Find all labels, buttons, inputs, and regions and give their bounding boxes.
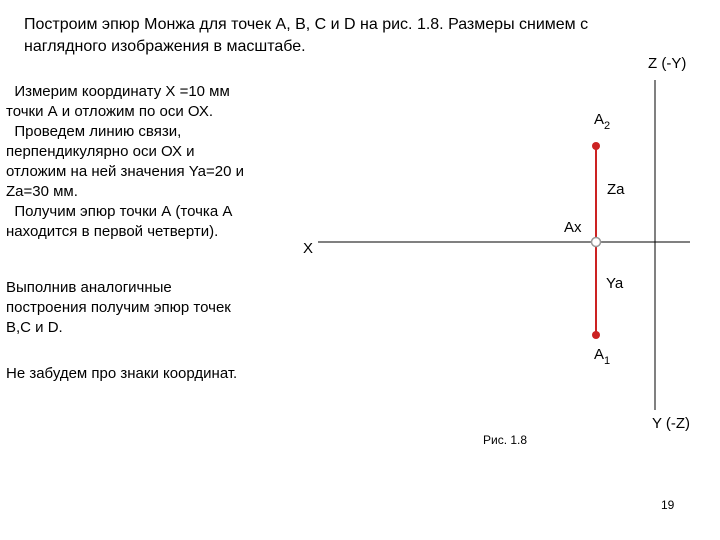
label-a1-base: A (594, 346, 605, 363)
point-a2 (592, 142, 600, 150)
text-line: Za=30 мм. (6, 183, 78, 200)
label-a2-sub: 2 (604, 120, 611, 132)
text-line: построения получим эпюр точек (6, 299, 231, 316)
text-line: В,С и D. (6, 319, 63, 336)
figure-caption: Рис. 1.8 (483, 433, 528, 447)
label-a1-sub: 1 (604, 355, 611, 367)
text-line: отложим на ней значения Ya=20 и (6, 163, 245, 180)
heading-line-1: Построим эпюр Монжа для точек А, В, С и D на рис. 1.8. Размеры снимем с (24, 16, 589, 33)
label-za: Za (607, 181, 625, 198)
label-ya: Ya (606, 275, 624, 292)
label-a2 (594, 111, 610, 132)
point-ax-marker (592, 238, 601, 247)
text-line: точки А и отложим по оси ОХ. (6, 103, 214, 120)
text-line: Измерим координату Х =10 мм (6, 83, 230, 100)
y-axis-label: Y (-Z) (652, 415, 691, 432)
page-number: 19 (661, 498, 675, 512)
point-a1 (592, 331, 600, 339)
label-ax: Ax (564, 219, 582, 236)
x-axis-label: X (303, 240, 314, 257)
text-line: находится в первой четверти). (6, 223, 219, 240)
z-axis-label: Z (-Y) (648, 55, 687, 72)
text-line: перпендикулярно оси ОХ и (6, 143, 195, 160)
text-line: Получим эпюр точки А (точка А (6, 203, 233, 220)
text-line: Проведем линию связи, (6, 123, 182, 140)
heading-line-2: наглядного изображения в масштабе. (24, 38, 306, 55)
label-a2-base: A (594, 111, 605, 128)
label-a1 (594, 346, 610, 367)
instructions-paragraph-3: Не забудем про знаки координат. (6, 365, 238, 382)
text-line: Выполнив аналогичные (6, 279, 172, 296)
